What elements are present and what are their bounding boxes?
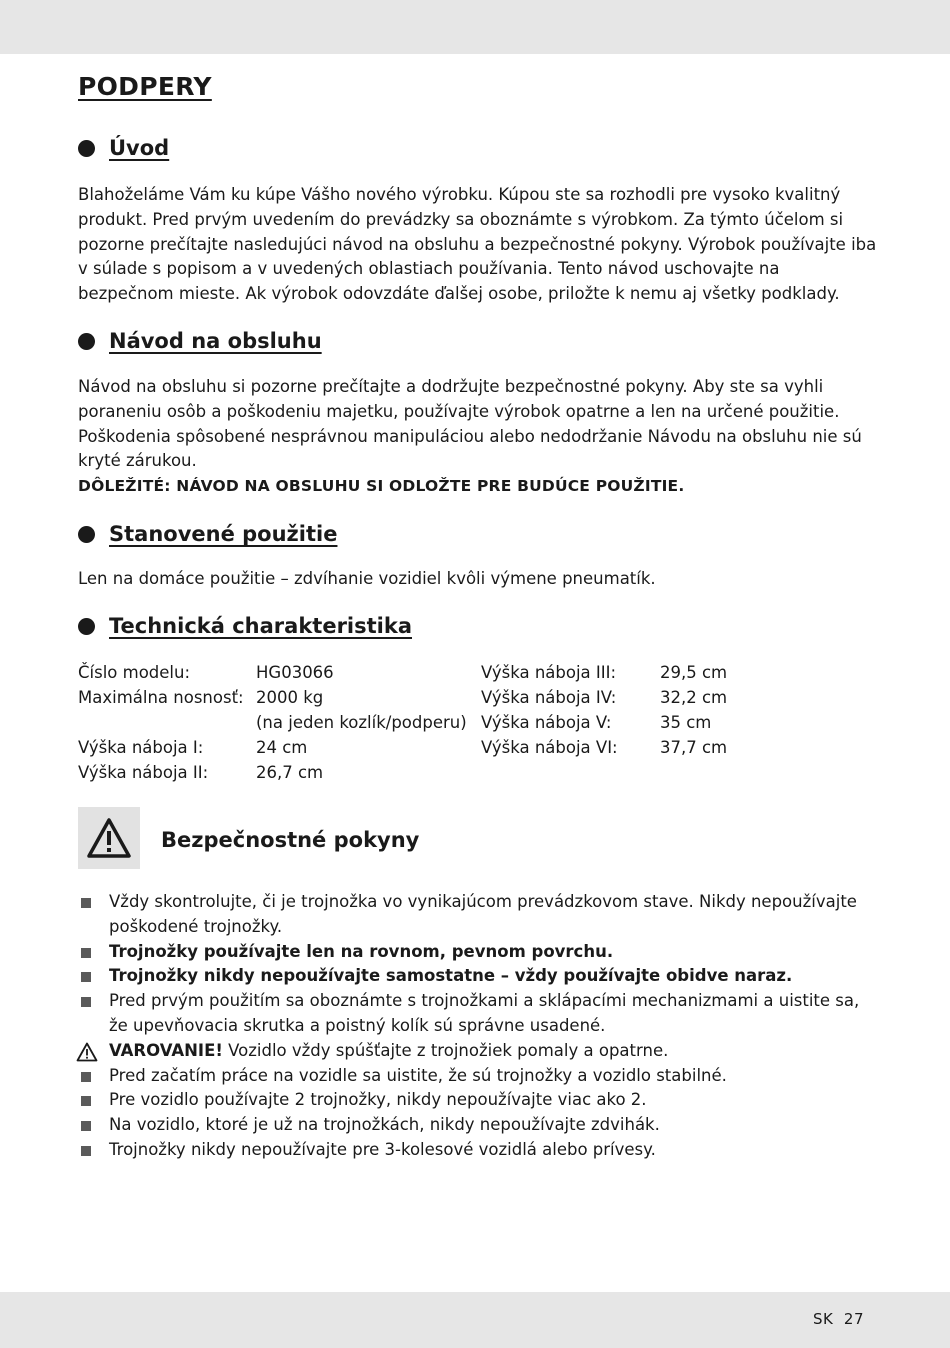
spec-value: 29,5 cm — [660, 663, 728, 682]
spec-value: HG03066 — [256, 663, 334, 682]
specs-left-labels — [78, 660, 244, 785]
important-notice: DÔLEŽITÉ: NÁVOD NA OBSLUHU SI ODLOŽTE PRE BUDÚCE POUŽITIE. — [78, 477, 685, 495]
bullet-icon — [78, 140, 95, 157]
warning-label: VAROVANIE! — [109, 1040, 223, 1060]
bullet-icon — [78, 526, 95, 543]
spec-value: 2000 kg — [256, 688, 324, 707]
list-item-text: Na vozidlo, ktoré je už na trojnožkách, nikdy nepoužívajte zdvihák. — [109, 1115, 660, 1135]
section-title: Technická charakteristika — [109, 614, 412, 638]
bullet-icon — [78, 618, 95, 635]
list-item — [78, 940, 878, 965]
safety-title: Bezpečnostné pokyny — [161, 828, 420, 852]
section-title: Návod na obsluhu — [109, 329, 322, 353]
list-item — [78, 1088, 878, 1113]
bullet-icon — [78, 333, 95, 350]
specs-left-values — [256, 660, 467, 785]
list-item-text: Trojnožky používajte len na rovnom, pevnom povrchu. — [109, 941, 614, 961]
spec-label: Výška náboja III: — [481, 663, 617, 682]
safety-list — [78, 890, 878, 1163]
spec-value: 37,7 cm — [660, 738, 728, 757]
spec-value: 35 cm — [660, 713, 712, 732]
list-item-text: Pre vozidlo používajte 2 trojnožky, nikdy nepoužívajte viac ako 2. — [109, 1090, 647, 1110]
square-bullet-icon — [81, 1121, 91, 1131]
spec-value: (na jeden kozlík/podperu) — [256, 713, 467, 732]
spec-value: 32,2 cm — [660, 688, 728, 707]
list-item-text: Vozidlo vždy spúšťajte z trojnožiek pomaly a opatrne. — [222, 1040, 669, 1060]
square-bullet-icon — [81, 997, 91, 1007]
section-pouzitie-text: Len na domáce použitie – zdvíhanie vozidiel kvôli výmene pneumatík. — [78, 569, 656, 588]
spec-label: Číslo modelu: — [78, 663, 191, 682]
spec-label: Výška náboja V: — [481, 713, 612, 732]
section-navod-heading — [78, 327, 322, 355]
warning-triangle-icon — [86, 817, 132, 859]
list-item — [78, 1064, 878, 1089]
list-item-text: Trojnožky nikdy nepoužívajte samostatne – vždy používajte obidve naraz. — [109, 966, 793, 986]
square-bullet-icon — [81, 1096, 91, 1106]
list-item-warning — [78, 1039, 878, 1064]
list-item-text: Pred začatím práce na vozidle sa uistite, že sú trojnožky a vozidlo stabilné. — [109, 1065, 727, 1085]
square-bullet-icon — [81, 1072, 91, 1082]
page-number-value: 27 — [843, 1310, 864, 1328]
spec-label: Maximálna nosnosť: — [78, 688, 244, 707]
list-item — [78, 964, 878, 989]
square-bullet-icon — [81, 1146, 91, 1156]
list-item-text: Trojnožky nikdy nepoužívajte pre 3-kolesové vozidlá alebo prívesy. — [109, 1139, 656, 1159]
list-item — [78, 1138, 878, 1163]
warning-triangle-icon — [76, 1042, 98, 1062]
spec-label: Výška náboja IV: — [481, 688, 617, 707]
spec-value: 24 cm — [256, 738, 308, 757]
list-item-text: Pred prvým použitím sa oboznámte s trojnožkami a sklápacími mechanizmami a uistite sa, že upevňovacia skrutka a poistný kolík sú správne usadené. — [109, 991, 860, 1035]
warning-box — [78, 807, 140, 869]
list-item — [78, 989, 878, 1039]
square-bullet-icon — [81, 898, 91, 908]
page-title: PODPERY — [78, 72, 212, 101]
header-bar — [0, 0, 950, 54]
page-number — [813, 1310, 864, 1328]
square-bullet-icon — [81, 972, 91, 982]
section-technicka-heading — [78, 612, 412, 640]
section-title: Stanovené použitie — [109, 522, 338, 546]
footer-bar — [0, 1292, 950, 1348]
spec-label: Výška náboja I: — [78, 738, 204, 757]
list-item — [78, 1113, 878, 1138]
section-title: Úvod — [109, 136, 170, 160]
list-item — [78, 890, 878, 940]
list-item-text: Vždy skontrolujte, či je trojnožka vo vynikajúcom prevádzkovom stave. Nikdy nepoužívajte poškodené trojnožky. — [109, 892, 857, 936]
spec-value: 26,7 cm — [256, 763, 324, 782]
language-code: SK — [813, 1310, 834, 1328]
square-bullet-icon — [81, 948, 91, 958]
section-uvod-heading — [78, 134, 169, 162]
spec-label — [78, 710, 244, 735]
spec-label: Výška náboja II: — [78, 763, 209, 782]
spec-label: Výška náboja VI: — [481, 738, 618, 757]
section-navod-text: Návod na obsluhu si pozorne prečítajte a dodržujte bezpečnostné pokyny. Aby ste sa vyhli poraneniu osôb a poškodeniu majetku, používajte výrobok opatrne a len na určené použitie. Poškodenia spôsobené nesprávnou manipuláciou alebo nedodržanie Návodu na obsluhu nie sú kryté zárukou. — [78, 377, 862, 471]
specs-right-values — [660, 660, 727, 760]
section-pouzitie-heading — [78, 520, 337, 548]
page-content — [78, 70, 878, 1159]
specs-right-labels — [481, 660, 618, 760]
section-uvod-text: Blahoželáme Vám ku kúpe Vášho nového výrobku. Kúpou ste sa rozhodli pre vysoko kvalitný produkt. Pred prvým uvedením do prevádzky sa oboznámte s výrobkom. Za týmto účelom si pozorne prečítajte nasledujúci návod na obsluhu a bezpečnostné pokyny. Výrobok používajte iba v súlade s popisom a v uvedených oblastiach používania. Tento návod uschovajte na bezpečnom mieste. Ak výrobok odovzdáte ďalšej osobe, priložte k nemu aj všetky podklady. — [78, 185, 877, 304]
